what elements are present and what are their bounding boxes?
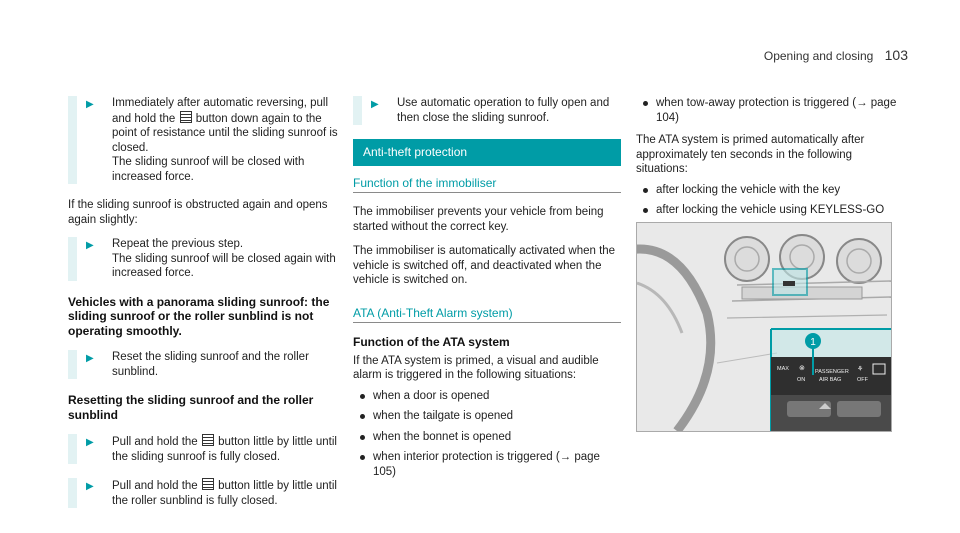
- off-label: OFF: [857, 377, 868, 383]
- list-item: after locking the vehicle using KEYLESS-GO: [636, 203, 898, 218]
- list-item: when the tailgate is opened: [353, 409, 621, 424]
- section-heading: ATA (Anti-Theft Alarm system): [353, 306, 621, 324]
- list-item: when the bonnet is opened: [353, 430, 621, 445]
- section-banner: Anti-theft protection: [353, 139, 621, 166]
- step-bar: [68, 350, 77, 379]
- list-item: when tow-away protection is triggered (→ page 104): [636, 96, 898, 125]
- bullet-icon: [643, 101, 648, 106]
- paragraph: The immobiliser prevents your vehicle from being started without the correct key.: [353, 206, 604, 233]
- sunroof-button-icon: [202, 434, 214, 446]
- dashboard-illustration: [636, 222, 892, 432]
- bullet-list: [636, 96, 898, 125]
- bullet-icon: [360, 435, 365, 440]
- paragraph: If the sliding sunroof is obstructed again and opens again slightly:: [68, 199, 328, 226]
- step-arrow-icon: ▶: [86, 240, 94, 251]
- page-header: [764, 47, 908, 63]
- step-text: Repeat the previous step. The sliding sunroof will be closed again with increased force.: [112, 238, 336, 279]
- seat-icon: ⚘: [857, 366, 864, 373]
- step-arrow-icon: ▶: [86, 353, 94, 364]
- dashboard-drawing: [637, 223, 891, 431]
- section-heading: Function of the immobiliser: [353, 176, 621, 194]
- step-text: Pull and hold the button little by little until the roller sunblind is fully closed.: [112, 480, 337, 507]
- step-bar: [353, 96, 362, 125]
- step-arrow-icon: ▶: [371, 99, 379, 110]
- step-text: Pull and hold the button little by little until the sliding sunroof is fully closed.: [112, 436, 337, 463]
- callout-label: 1: [810, 337, 816, 348]
- instruction-step: [68, 350, 340, 379]
- step-text: Reset the sliding sunroof and the roller sunblind.: [112, 351, 309, 378]
- column-3: [636, 96, 898, 226]
- instruction-step: [68, 96, 340, 184]
- list-item: when interior protection is triggered (→ page 105): [353, 450, 621, 479]
- chapter-title: Opening and closing: [763, 49, 874, 63]
- bullet-icon: [360, 394, 365, 399]
- step-text: Immediately after automatic reversing, pull and hold the button down again to the point of resistance until the sliding sunroof is closed. The sliding sunroof will be closed with increased force.: [112, 97, 338, 183]
- subheading: Vehicles with a panorama sliding sunroof: the sliding sunroof or the roller sunblind is not operating smoothly.: [68, 294, 330, 338]
- column-2: [353, 96, 621, 487]
- paragraph: If the ATA system is primed, a visual and audible alarm is triggered in the following situations:: [353, 354, 599, 381]
- list-item: when a door is opened: [353, 389, 621, 404]
- bullet-list: [353, 389, 621, 480]
- step-bar: [68, 434, 77, 464]
- step-bar: [68, 237, 77, 281]
- step-text: Use automatic operation to fully open and then close the sliding sunroof.: [397, 97, 610, 124]
- bullet-icon: [643, 208, 648, 213]
- instruction-step: [68, 237, 340, 281]
- bullet-icon: [643, 188, 648, 193]
- step-bar: [68, 96, 77, 184]
- sunroof-button-icon: [180, 111, 192, 123]
- list-item: after locking the vehicle with the key: [636, 183, 898, 198]
- button-panel: [771, 357, 891, 395]
- instruction-step: [353, 96, 621, 125]
- step-arrow-icon: ▶: [86, 99, 94, 110]
- max-label: MAX: [777, 366, 789, 372]
- step-arrow-icon: ▶: [86, 437, 94, 448]
- step-bar: [68, 478, 77, 508]
- bullet-icon: [360, 414, 365, 419]
- subheading: Function of the ATA system: [353, 335, 510, 349]
- paragraph: The immobiliser is automatically activated when the vehicle is switched off, and deactivated when the vehicle is switched on.: [353, 245, 616, 286]
- paragraph: The ATA system is primed automatically after approximately ten seconds in the following situations:: [636, 134, 865, 175]
- passenger-label: PASSENGER: [815, 369, 849, 375]
- airbag-label: AIR BAG: [819, 377, 842, 383]
- on-label: ON: [797, 377, 806, 383]
- column-1: [68, 96, 340, 522]
- page-number: 103: [884, 47, 908, 63]
- bullet-icon: [360, 455, 365, 460]
- step-arrow-icon: ▶: [86, 481, 94, 492]
- instruction-step: [68, 434, 340, 464]
- instruction-step: [68, 478, 340, 508]
- airbag-off-icon: ⊗: [799, 365, 805, 372]
- bullet-list: [636, 183, 898, 218]
- sunroof-button-icon: [202, 478, 214, 490]
- subheading: Resetting the sliding sunroof and the roller sunblind: [68, 393, 314, 422]
